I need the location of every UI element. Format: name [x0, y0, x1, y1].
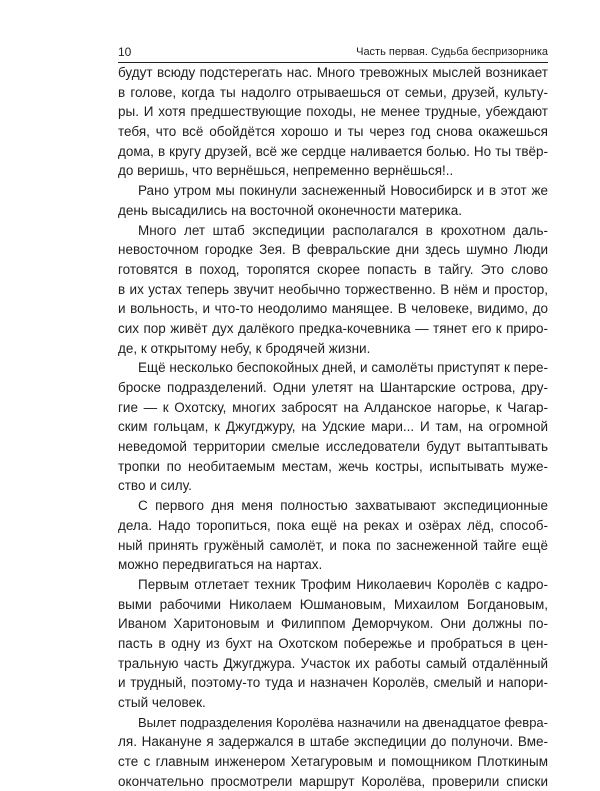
text-line: и трудный, поэтому-то туда и назначен Королёв, смелый и напори-	[118, 675, 548, 691]
text-line: стый человек.	[118, 695, 206, 710]
text-line: выми рабочими Николаем Юшмановым, Михаилом Богдановым,	[118, 596, 548, 612]
text-line: тебя, что всё обойдётся хорошо и ты через год снова окажешься	[118, 124, 548, 140]
text-line: окончательно просмотрели маршрут Королёва, проверили списки	[118, 773, 548, 789]
text-line: тропки по необитаемым местам, жечь костры, испытывать муже-	[118, 458, 548, 474]
text-line: невосточном городке Зея. В февральские дни здесь шумно Люди	[118, 242, 548, 258]
text-line: ры. И хотя предшествующие походы, не менее трудные, убеждают	[118, 104, 548, 120]
text-line: ство и силу.	[118, 478, 192, 494]
text-line: сте с главным инженером Хетагуровым и помощником Плоткиным	[118, 754, 548, 770]
text-line: будут всюду подстерегать нас. Много тревожных мыслей возникает	[118, 65, 548, 80]
text-line: неведомой территории смелые исследователи будут вытаптывать	[118, 439, 548, 455]
text-line: в голове, когда ты надолго отрываешься от семьи, друзей, культу-	[118, 84, 548, 100]
text-line: Ещё несколько беспокойных дней, и самолёты приступят к пере-	[138, 360, 548, 376]
running-header	[118, 44, 548, 60]
text-line: Первым отлетает техник Трофим Николаевич Королёв с кадро-	[138, 576, 548, 592]
text-line: ля. Накануне я задержался в штабе экспедиции до полуночи. Вме-	[118, 734, 548, 750]
text-line: день высадились на восточной оконечности материка.	[118, 202, 463, 218]
text-line: тральную часть Джугджура. Участок их работы самый отдалённый	[118, 655, 548, 671]
paragraph	[118, 181, 548, 220]
text-line: сих пор живёт дух далёкого предка-кочевника — тянет его к приро-	[118, 320, 548, 336]
paragraph	[118, 713, 548, 791]
text-line: дела. Надо торопиться, пока ещё на реках и озёрах лёд, способ-	[118, 517, 548, 533]
text-line: дома, в кругу друзей, всё же сердце наливается болью. Но ты твёр-	[118, 143, 548, 159]
text-line: можно передвигаться на нартах.	[118, 557, 323, 573]
text-line: гие — к Охотску, многих забросят на Алданское нагорье, к Чагар-	[118, 399, 548, 415]
text-line: в их устах теперь звучит необычно торжественно. В нём и простор,	[118, 281, 548, 297]
text-line: и вольность, и что-то неодолимо манящее. В человеке, видимо, до	[118, 301, 548, 317]
text-line: Иваном Харитоновым и Филиппом Деморчуком. Они должны по-	[118, 616, 548, 632]
text-line: броске подразделений. Одни улетят на Шантарские острова, дру-	[118, 380, 548, 395]
text-line: С первого дня меня полностью захватывают экспедиционные	[138, 498, 548, 514]
paragraph	[118, 575, 548, 713]
text-line: пасть в одну из бухт на Охотском побережье и пробраться в цен-	[118, 635, 548, 651]
text-line: Много лет штаб экспедиции располагался в крохотном даль-	[138, 222, 548, 238]
page-number: 10	[118, 45, 132, 59]
text-line: готовятся в поход, торопятся скорее попасть в тайгу. Это слово	[118, 261, 548, 277]
text-line: до веришь, что вернёшься, непременно вернёшься!..	[118, 163, 454, 179]
text-line: ским гольцам, к Джугджуру, на Удские мари... И там, на огромной	[118, 419, 548, 435]
text-line: Вылет подразделения Королёва назначили на двенадцатое февра-	[138, 714, 548, 730]
paragraph	[118, 496, 548, 575]
text-line: ный принять гружёный самолёт, и пока по заснеженной тайге ещё	[118, 537, 548, 553]
paragraph	[118, 221, 548, 359]
body-text	[118, 63, 548, 791]
paragraph	[118, 63, 548, 181]
running-title: Часть первая. Судьба беспризорника	[356, 46, 548, 58]
paragraph	[118, 358, 548, 496]
text-line: Рано утром мы покинули заснеженный Новосибирск и в этот же	[138, 183, 548, 199]
text-line: де, к открытому небу, к бродячей жизни.	[118, 340, 371, 356]
